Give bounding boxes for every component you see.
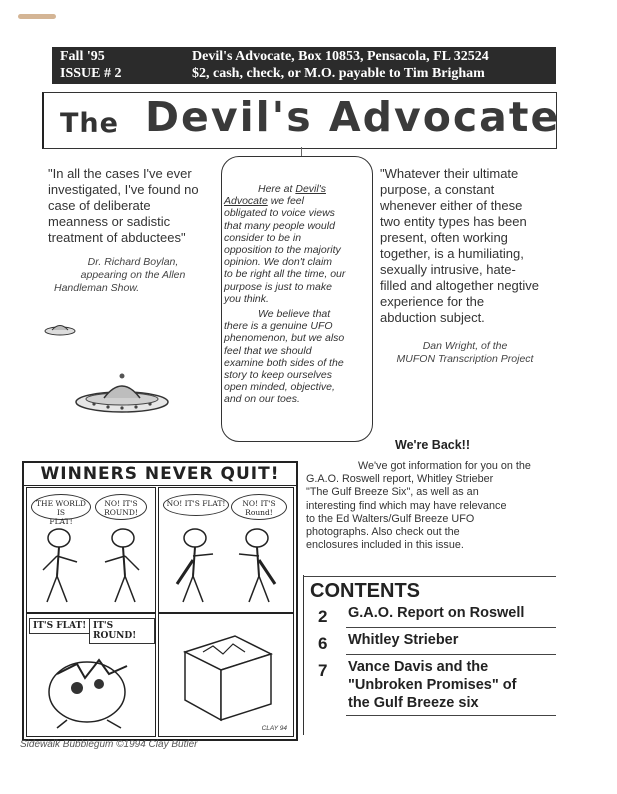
editorial-line: feel that we should: [224, 344, 312, 357]
bubble-text: Round!: [245, 508, 273, 517]
price-line: $2, cash, check, or M.O. payable to Tim Brigham: [192, 66, 485, 81]
were-back-body: [306, 460, 556, 552]
brawl-illustration: [37, 644, 147, 730]
comic-panel-1: [26, 487, 156, 613]
speech-bubble: IT'S ROUND!: [89, 618, 155, 644]
title-the: The: [60, 108, 119, 139]
quote-line: treatment of abductees": [48, 230, 186, 245]
speech-bubble: NO! IT'S FLAT!: [163, 494, 229, 516]
quote-line: whenever either of these: [380, 198, 523, 213]
contents-item[interactable]: G.A.O. Report on Roswell: [348, 605, 525, 621]
editorial-line: to be right all the time, our: [224, 268, 346, 281]
editorial-line: opinion. We don't claim: [224, 256, 333, 269]
contents-top-rule: [303, 576, 556, 577]
editorial-intro: Here at: [258, 183, 296, 195]
box-illustration: [173, 628, 279, 724]
alien-figures-illustration: [165, 524, 287, 608]
editorial-line: you think.: [224, 292, 269, 305]
contents-rule: [346, 654, 556, 655]
speech-bubble: IT'S FLAT!: [29, 618, 90, 634]
editorial-text: [224, 183, 372, 406]
comic-credit: Sidewalk Bubblegum ©1994 Clay Butler: [20, 739, 198, 750]
editorial-rest: we feel: [267, 195, 304, 208]
contents-page-number: 6: [318, 634, 328, 653]
comic-panel-3: [26, 613, 156, 737]
bubble-text: NO! IT'S: [104, 499, 138, 508]
contents-title: CONTENTS: [310, 580, 420, 602]
bubble-text: ROUND!: [104, 508, 138, 517]
contents-page-number: 7: [318, 661, 328, 680]
section-heading: We're Back!!: [395, 438, 470, 452]
quote-line: present, often working: [380, 230, 508, 245]
flying-saucer-illustration: [72, 368, 172, 420]
editorial-line: and on our toes.: [224, 393, 300, 406]
editorial-line: opposition to the majority: [224, 244, 341, 257]
editorial-line: open minded, objective,: [224, 381, 335, 394]
body-line: G.A.O. Roswell report, Whitley Strieber: [306, 473, 494, 486]
speech-bubble: [31, 494, 91, 526]
contents-page-number: 2: [318, 607, 328, 626]
alien-figures-illustration: [33, 524, 149, 608]
body-line: "The Gulf Breeze Six", as well as an: [306, 486, 479, 499]
artist-signature: CLAY 94: [261, 725, 287, 732]
contents-item-line: "Unbroken Promises" of: [348, 677, 517, 693]
editorial-line: story to keep ourselves: [224, 369, 332, 382]
editorial-line: there is a genuine UFO: [224, 320, 333, 333]
quote-line: "In all the cases I've ever: [48, 166, 192, 181]
editorial-line: examine both sides of the: [224, 356, 344, 369]
quote-line: experience for the: [380, 294, 485, 309]
body-line: enclosures included in this issue.: [306, 539, 464, 552]
quote-line: case of deliberate: [48, 198, 151, 213]
issue-date: Fall '95: [60, 49, 105, 64]
bubble-text: NO! IT'S: [242, 499, 276, 508]
small-ufo-illustration: [42, 320, 78, 338]
body-line: photographs. Also check out the: [306, 526, 460, 539]
quote-line: "Whatever their ultimate: [380, 166, 519, 181]
comic-panel-2: [158, 487, 294, 613]
newsletter-title: Devil's Advocate: [145, 93, 561, 141]
mailing-address: Devil's Advocate, Box 10853, Pensacola, FL 32524: [192, 49, 489, 64]
editorial-line: purpose is just to make: [224, 280, 332, 293]
editorial-line: obligated to voice views: [224, 207, 335, 220]
pencil-mark: [18, 14, 56, 19]
contents-item[interactable]: Whitley Strieber: [348, 632, 459, 648]
attribution-line: appearing on the Allen: [80, 269, 186, 281]
quote-line: two entity types has been: [380, 214, 527, 229]
body-line: to the Ed Walters/Gulf Breeze UFO: [306, 512, 475, 525]
editorial-line: consider to be in: [224, 231, 302, 244]
left-quote-attribution: [48, 256, 218, 295]
contents-rule: [346, 715, 556, 716]
contents-item-line: the Gulf Breeze six: [348, 695, 479, 711]
contents-divider: [303, 575, 304, 735]
attribution-line: Dan Wright, of the: [422, 340, 508, 352]
editorial-line: phenomenon, but we also: [224, 332, 345, 345]
body-line: interesting find which may have relevance: [306, 499, 507, 512]
masthead-banner: [52, 47, 556, 84]
newsletter-name-ref: Advocate: [224, 195, 268, 208]
contents-item-line: Vance Davis and the: [348, 659, 489, 675]
attribution-line: Handleman Show.: [54, 282, 140, 294]
editorial-line: [224, 183, 372, 195]
attribution-line: Dr. Richard Boylan,: [87, 256, 179, 268]
left-quote: [48, 166, 218, 246]
newsletter-name-ref: Devil's: [295, 183, 326, 195]
comic-strip: [22, 461, 298, 741]
quote-line: sexually intrusive, hate-: [380, 262, 516, 277]
bubble-text: THE WORLD IS: [36, 499, 86, 517]
quote-line: together, is a humiliating,: [380, 246, 524, 261]
editorial-line: We believe that: [258, 308, 331, 321]
right-quote-attribution: [380, 340, 550, 366]
quote-line: investigated, I've found no: [48, 182, 199, 197]
quote-line: purpose, a constant: [380, 182, 495, 197]
speech-bubble: [231, 494, 287, 520]
contents-item[interactable]: [348, 658, 563, 712]
speech-bubble: [95, 494, 147, 520]
attribution-line: MUFON Transcription Project: [396, 353, 534, 365]
right-quote: [380, 166, 580, 326]
quote-line: filled and altogether negtive: [380, 278, 540, 293]
body-line: We've got information for you on the: [358, 460, 531, 472]
contents-rule: [346, 627, 556, 628]
editorial-line: that many people would: [224, 219, 335, 232]
comic-panel-4: [158, 613, 294, 737]
comic-title: WINNERS NEVER QUIT!: [40, 464, 280, 484]
bubble-text: FLAT!: [49, 517, 73, 526]
quote-line: abduction subject.: [380, 310, 485, 325]
editorial-line: [224, 195, 372, 207]
issue-number: ISSUE # 2: [60, 66, 122, 81]
quote-line: meanness or sadistic: [48, 214, 171, 229]
